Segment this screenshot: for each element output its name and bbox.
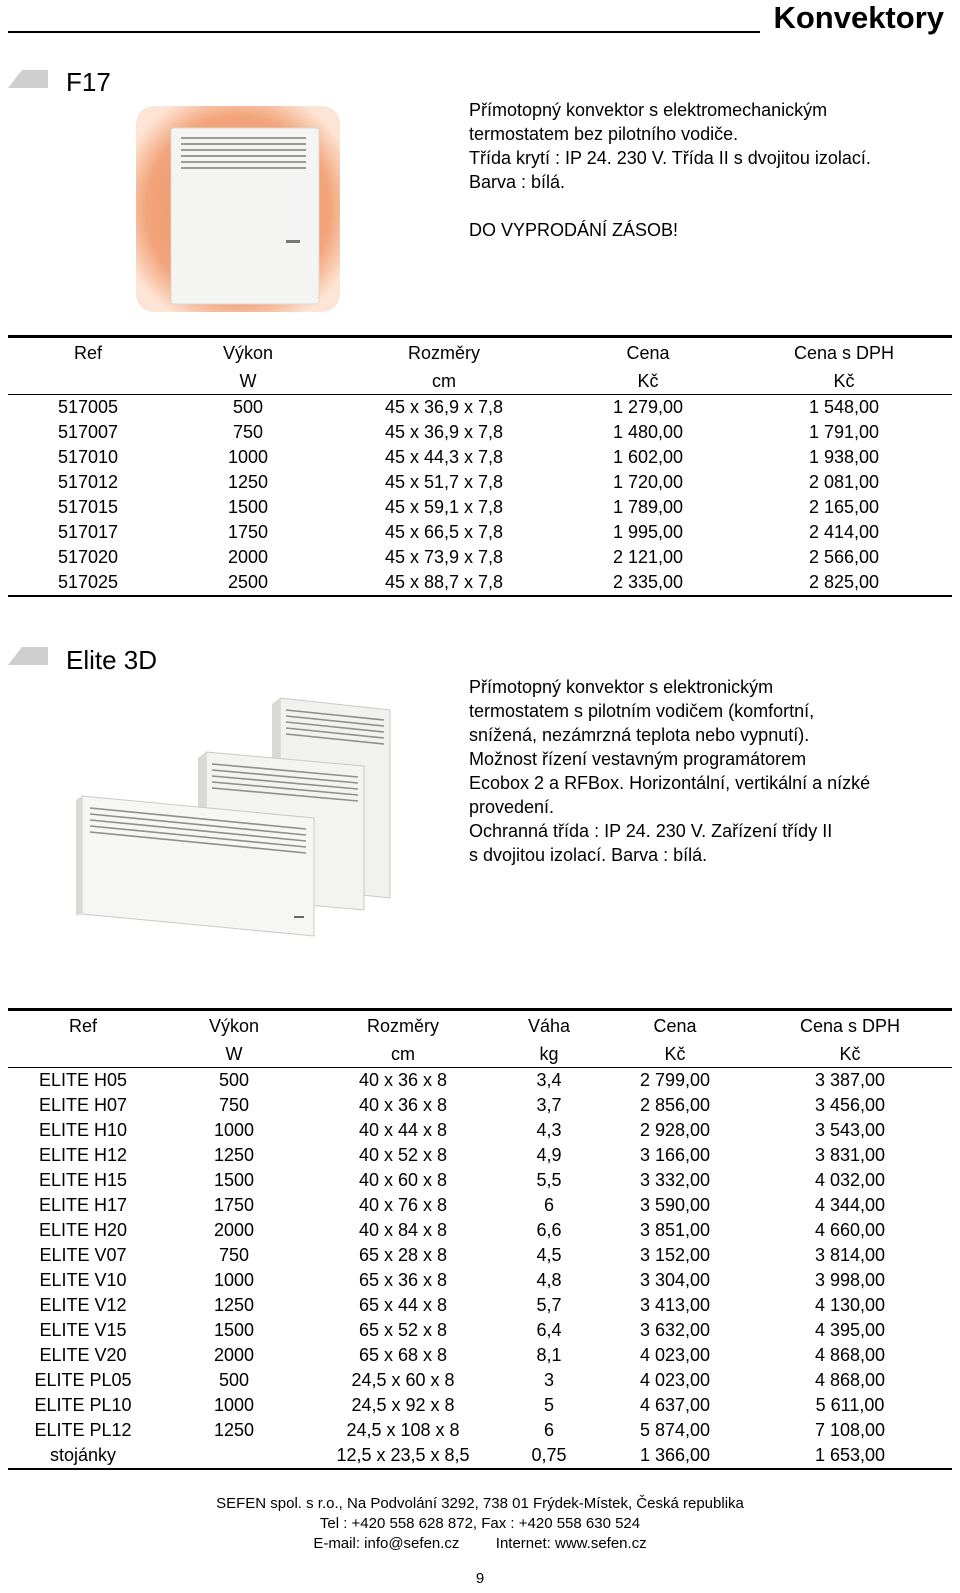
table-cell: 12,5 x 23,5 x 8,5: [310, 1443, 496, 1469]
table-cell: 65 x 52 x 8: [358, 1320, 448, 1340]
table-row: [8, 1318, 952, 1343]
table-cell: 0,75: [496, 1443, 602, 1469]
table-cell: 500: [218, 1370, 250, 1390]
table-row: [8, 1093, 952, 1118]
table-cell: 45 x 73,9 x 7,8: [384, 547, 504, 567]
table-cell: ELITE H20: [38, 1220, 128, 1240]
elite-desc-line: provedení.: [469, 797, 555, 817]
table-cell: 4 868,00: [814, 1370, 886, 1390]
table-cell: 4 023,00: [639, 1345, 711, 1365]
table-cell: 2 825,00: [736, 570, 952, 596]
table-cell: 6,4: [536, 1320, 562, 1340]
col-unit: Kč: [748, 1041, 952, 1068]
table-cell: 750: [232, 422, 264, 442]
table-cell: 2 928,00: [639, 1120, 711, 1140]
table-cell: 3 814,00: [814, 1245, 886, 1265]
table-cell: 4 130,00: [814, 1295, 886, 1315]
table-cell: 40 x 36 x 8: [358, 1070, 448, 1090]
table-cell: 517020: [57, 547, 119, 567]
table-cell: 1250: [213, 1145, 255, 1165]
table-cell: 6: [543, 1420, 554, 1440]
table-cell: 1 548,00: [808, 397, 880, 417]
table-cell: 45 x 36,9 x 7,8: [384, 422, 504, 442]
table-cell: 517015: [57, 497, 119, 517]
table-cell: 517017: [57, 522, 119, 542]
table-cell: 65 x 68 x 8: [358, 1345, 448, 1365]
table-cell: 40 x 60 x 8: [358, 1170, 448, 1190]
col-unit: [8, 1041, 158, 1068]
elite-desc-line: snížená, nezámrzná teplota nebo vypnutí).: [469, 725, 810, 745]
table-cell: 5: [543, 1395, 554, 1415]
table-cell: 4 637,00: [639, 1395, 711, 1415]
table-cell: ELITE H15: [38, 1170, 128, 1190]
f17-table-body: [8, 395, 952, 597]
elite-desc-line: Přímotopný konvektor s elektronickým: [469, 677, 774, 697]
col-unit: W: [168, 368, 328, 395]
col-unit: Kč: [736, 368, 952, 395]
table-cell: ELITE PL12: [34, 1420, 132, 1440]
table-cell: 45 x 36,9 x 7,8: [384, 397, 504, 417]
f17-desc-line: Třída krytí : IP 24. 230 V. Třída II s dvojitou izolací.: [469, 148, 871, 168]
table-cell: 6,6: [536, 1220, 562, 1240]
table-cell: ELITE V07: [39, 1245, 127, 1265]
table-cell: 2500: [168, 570, 328, 596]
table-cell: 3 590,00: [639, 1195, 711, 1215]
table-cell: 1750: [213, 1195, 255, 1215]
table-cell: 65 x 44 x 8: [358, 1295, 448, 1315]
table-cell: 3 543,00: [814, 1120, 886, 1140]
elite-product-photo: [74, 690, 400, 940]
table-cell: ELITE PL05: [34, 1370, 132, 1390]
table-row: [8, 1418, 952, 1443]
footer-phone: Tel : +420 558 628 872, Fax : +420 558 630 524: [319, 1515, 641, 1532]
table-cell: 3 413,00: [639, 1295, 711, 1315]
table-row: [8, 1243, 952, 1268]
table-row: [8, 570, 952, 596]
table-cell: ELITE H07: [38, 1095, 128, 1115]
table-cell: 1250: [213, 1420, 255, 1440]
table-cell: 24,5 x 92 x 8: [351, 1395, 455, 1415]
table-cell: 45 x 88,7 x 7,8: [328, 570, 560, 596]
table-cell: 3 166,00: [639, 1145, 711, 1165]
table-cell: 1 995,00: [612, 522, 684, 542]
footer-company: SEFEN spol. s r.o., Na Podvolání 3292, 738 01 Frýdek-Místek, Česká republika: [216, 1495, 744, 1512]
table-cell: 2 335,00: [560, 570, 736, 596]
elite-description: [469, 675, 870, 867]
elite-table-body: [8, 1068, 952, 1470]
page-title: Konvektory: [773, 0, 944, 35]
table-row: [8, 1168, 952, 1193]
elite-desc-line: s dvojitou izolací. Barva : bílá.: [469, 845, 708, 865]
table-cell: 500: [232, 397, 264, 417]
table-cell: 1 279,00: [612, 397, 684, 417]
table-cell: 1 938,00: [808, 447, 880, 467]
col-header: Cena: [602, 1010, 748, 1042]
table-cell: 4,8: [536, 1270, 562, 1290]
table-cell: 1750: [227, 522, 269, 542]
table-cell: 2 414,00: [808, 522, 880, 542]
col-unit: cm: [328, 368, 560, 395]
table-cell: 4 344,00: [814, 1195, 886, 1215]
col-header: Výkon: [158, 1010, 310, 1042]
table-cell: 3 998,00: [814, 1270, 886, 1290]
table-cell: 517025: [8, 570, 168, 596]
table-row: [8, 1443, 952, 1469]
table-cell: 24,5 x 108 x 8: [346, 1420, 460, 1440]
table-cell: 1000: [213, 1120, 255, 1140]
table-cell: 3,7: [536, 1095, 562, 1115]
table-cell: 3 851,00: [639, 1220, 711, 1240]
table-cell: 1 653,00: [748, 1443, 952, 1469]
footer-internet[interactable]: Internet: www.sefen.cz: [495, 1535, 647, 1552]
table-cell: 1 366,00: [602, 1443, 748, 1469]
table-cell: 65 x 36 x 8: [358, 1270, 448, 1290]
col-unit: W: [158, 1041, 310, 1068]
f17-desc-line: termostatem bez pilotního vodiče.: [469, 124, 739, 144]
table-cell: 5 874,00: [639, 1420, 711, 1440]
table-cell: ELITE H17: [38, 1195, 128, 1215]
table-cell: 1 602,00: [612, 447, 684, 467]
table-cell: 3 632,00: [639, 1320, 711, 1340]
table-cell: 45 x 59,1 x 7,8: [384, 497, 504, 517]
table-cell: 2 856,00: [639, 1095, 711, 1115]
col-unit: [8, 368, 168, 395]
table-cell: 4 868,00: [814, 1345, 886, 1365]
col-header: Rozměry: [328, 337, 560, 369]
f17-product-photo: [136, 106, 340, 312]
table-cell: 1000: [213, 1270, 255, 1290]
f17-stock-notice: DO VYPRODÁNÍ ZÁSOB!: [469, 220, 679, 240]
table-cell: 7 108,00: [814, 1420, 886, 1440]
table-row: [8, 1118, 952, 1143]
table-cell: 2 566,00: [808, 547, 880, 567]
col-unit: kg: [496, 1041, 602, 1068]
table-row: [8, 470, 952, 495]
col-header: Váha: [496, 1010, 602, 1042]
table-cell: 1250: [213, 1295, 255, 1315]
table-cell: 2000: [213, 1345, 255, 1365]
table-cell: 1500: [213, 1170, 255, 1190]
table-cell: 750: [218, 1095, 250, 1115]
table-cell: 4 660,00: [814, 1220, 886, 1240]
f17-desc-line: Barva : bílá.: [469, 172, 566, 192]
table-cell: 1500: [227, 497, 269, 517]
table-row: [8, 1268, 952, 1293]
f17-title: F17: [66, 67, 111, 97]
col-header: Cena: [560, 337, 736, 369]
table-cell: 45 x 44,3 x 7,8: [384, 447, 504, 467]
table-cell: 3 332,00: [639, 1170, 711, 1190]
table-cell: 750: [218, 1245, 250, 1265]
col-header: Výkon: [168, 337, 328, 369]
table-cell: [158, 1443, 310, 1469]
col-header: Ref: [8, 1010, 158, 1042]
f17-desc-line: [469, 194, 871, 218]
col-header: Rozměry: [310, 1010, 496, 1042]
table-cell: 24,5 x 60 x 8: [351, 1370, 455, 1390]
table-row: [8, 1193, 952, 1218]
table-cell: 4 032,00: [814, 1170, 886, 1190]
table-cell: ELITE V12: [39, 1295, 127, 1315]
elite-desc-line: Ecobox 2 a RFBox. Horizontální, vertikální a nízké: [469, 773, 871, 793]
table-cell: ELITE PL10: [34, 1395, 132, 1415]
table-row: [8, 520, 952, 545]
table-row: [8, 1368, 952, 1393]
table-row: [8, 420, 952, 445]
footer-email[interactable]: E-mail: info@sefen.cz: [313, 1535, 460, 1552]
table-cell: 517007: [57, 422, 119, 442]
table-cell: 3 152,00: [639, 1245, 711, 1265]
table-cell: 517010: [57, 447, 119, 467]
table-cell: 5,7: [536, 1295, 562, 1315]
table-cell: 1250: [227, 472, 269, 492]
table-row: [8, 1343, 952, 1368]
table-cell: 3 304,00: [639, 1270, 711, 1290]
elite-desc-line: Možnost řízení vestavným programátorem: [469, 749, 807, 769]
table-cell: 500: [218, 1070, 250, 1090]
table-row: [8, 1218, 952, 1243]
header-rule: [8, 31, 760, 33]
table-cell: 1500: [213, 1320, 255, 1340]
table-cell: 4,5: [536, 1245, 562, 1265]
table-cell: 65 x 28 x 8: [358, 1245, 448, 1265]
table-cell: 3 456,00: [814, 1095, 886, 1115]
table-cell: 517012: [57, 472, 119, 492]
table-cell: 45 x 51,7 x 7,8: [384, 472, 504, 492]
elite-desc-line: termostatem s pilotním vodičem (komfortní,: [469, 701, 815, 721]
table-cell: 5,5: [536, 1170, 562, 1190]
table-cell: 1 791,00: [808, 422, 880, 442]
table-cell: 2 799,00: [639, 1070, 711, 1090]
table-cell: 4,9: [536, 1145, 562, 1165]
table-row: [8, 495, 952, 520]
table-cell: 40 x 84 x 8: [358, 1220, 448, 1240]
footer-contacts: [0, 1534, 960, 1554]
table-cell: 2000: [227, 547, 269, 567]
f17-description: [469, 98, 871, 242]
table-cell: 3 387,00: [814, 1070, 886, 1090]
table-cell: 3 831,00: [814, 1145, 886, 1165]
table-cell: ELITE V10: [39, 1270, 127, 1290]
elite-title: Elite 3D: [66, 645, 158, 675]
table-cell: 1 720,00: [612, 472, 684, 492]
col-unit: cm: [310, 1041, 496, 1068]
table-cell: 2 121,00: [612, 547, 684, 567]
table-cell: ELITE V20: [39, 1345, 127, 1365]
table-cell: 8,1: [536, 1345, 562, 1365]
col-header: Cena s DPH: [736, 337, 952, 369]
table-cell: ELITE H10: [38, 1120, 128, 1140]
table-cell: 2000: [213, 1220, 255, 1240]
table-cell: 5 611,00: [815, 1395, 885, 1415]
footer: [0, 1494, 960, 1554]
table-cell: 3,4: [536, 1070, 562, 1090]
table-row: [8, 445, 952, 470]
table-cell: 45 x 66,5 x 7,8: [384, 522, 504, 542]
table-cell: 40 x 76 x 8: [358, 1195, 448, 1215]
col-unit: Kč: [602, 1041, 748, 1068]
section-marker-icon: [8, 647, 48, 665]
table-cell: 1 480,00: [612, 422, 684, 442]
table-cell: 40 x 44 x 8: [358, 1120, 448, 1140]
section-marker-icon: [8, 70, 48, 88]
table-cell: 40 x 52 x 8: [358, 1145, 448, 1165]
table-cell: 1 789,00: [612, 497, 684, 517]
elite-price-table: [8, 1008, 952, 1470]
table-row: [8, 1293, 952, 1318]
table-cell: 2 081,00: [808, 472, 880, 492]
table-cell: ELITE H05: [38, 1070, 128, 1090]
table-cell: 6: [543, 1195, 554, 1215]
col-unit: Kč: [560, 368, 736, 395]
table-cell: 2 165,00: [808, 497, 880, 517]
col-header: Ref: [8, 337, 168, 369]
table-row: [8, 545, 952, 570]
table-cell: 3: [543, 1370, 554, 1390]
table-row: [8, 1393, 952, 1418]
table-cell: ELITE H12: [38, 1145, 128, 1165]
table-cell: 4 023,00: [639, 1370, 711, 1390]
f17-price-table: [8, 335, 952, 597]
table-cell: ELITE V15: [39, 1320, 127, 1340]
elite-desc-line: Ochranná třída : IP 24. 230 V. Zařízení třídy II: [469, 821, 833, 841]
table-cell: 40 x 36 x 8: [358, 1095, 448, 1115]
table-cell: 517005: [57, 397, 119, 417]
table-row: [8, 395, 952, 421]
table-row: [8, 1143, 952, 1168]
f17-desc-line: Přímotopný konvektor s elektromechanickým: [469, 100, 828, 120]
page-number: 9: [475, 1570, 485, 1587]
table-cell: 4,3: [536, 1120, 562, 1140]
col-header: Cena s DPH: [748, 1010, 952, 1042]
table-cell: stojánky: [8, 1443, 158, 1469]
table-row: [8, 1068, 952, 1094]
table-cell: 1000: [213, 1395, 255, 1415]
table-cell: 1000: [227, 447, 269, 467]
table-cell: 4 395,00: [814, 1320, 886, 1340]
